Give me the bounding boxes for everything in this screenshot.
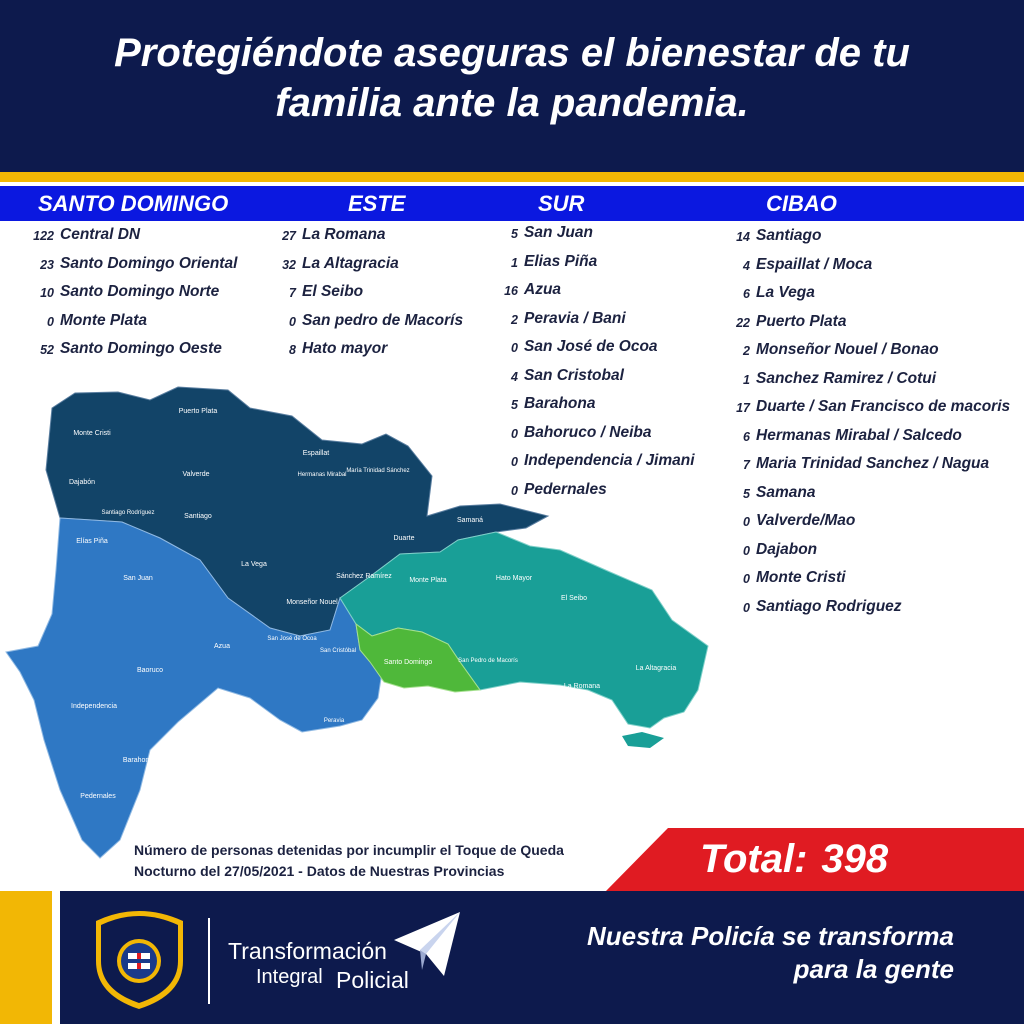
detention-count: 4 [511,369,518,384]
map-label: Barahona [122,757,154,764]
paper-plane-icon [392,910,462,980]
province-name: Maria Trinidad Sanchez / Nagua [756,455,990,472]
detention-count: 0 [511,341,518,355]
map-label: Samaná [456,517,484,524]
footer-yellow-bar [0,891,52,1024]
province-name: La Romana [302,226,386,243]
detention-count: 14 [736,230,750,244]
list-item [289,311,464,341]
santo-domingo-list [33,226,238,369]
province-name: Bahoruco / Neiba [524,423,652,441]
list-item [33,226,237,255]
detention-count: 1 [511,255,518,270]
detention-count: 6 [743,287,750,301]
list-item [511,309,695,339]
list-item [504,281,695,310]
list-item [736,312,1010,342]
list-item [736,398,1011,427]
list-item [743,483,1010,513]
detention-count: 0 [289,314,296,329]
detention-count: 32 [282,257,296,272]
map-label: Sánchez Ramírez [336,573,392,580]
detention-count: 2 [743,344,750,358]
brand-line-1: Transformación [228,938,387,964]
province-name: San Juan [524,224,593,241]
detention-count: 16 [504,284,518,298]
province-name: Samana [756,483,816,501]
map-label: Espaillat [302,450,330,457]
map-label: Duarte [393,535,415,542]
map-label: Dajabón [68,479,96,486]
region-heading-cibao: CIBAO [766,191,837,216]
list-item [736,227,1010,256]
map-label: La Vega [241,561,267,568]
detention-count: 10 [40,286,54,300]
list-item [511,338,695,367]
province-name: Monseñor Nouel / Bonao [756,341,939,358]
map-island-saona [622,732,664,748]
detention-count: 27 [282,229,296,243]
brand-line-2a: Integral [256,966,323,988]
map-label: Peravia [323,718,345,724]
yellow-strip [0,172,1024,182]
region-heading-este: ESTE [348,191,406,216]
province-name: Barahona [524,395,596,412]
caption [134,840,564,882]
map-label: San José de Ocoa [267,636,317,642]
map-label: San Cristóbal [319,648,357,654]
province-name: Santo Domingo Norte [60,283,220,300]
headline-line-2: familia ante la pandemia. [275,81,749,125]
map-label: Independencia [71,703,117,710]
province-name: Independencia / Jimani [524,452,695,469]
caption-line-1: Número de personas detenidas por incumplir el Toque de Queda [134,842,564,858]
slogan-line-2: para la gente [793,954,954,984]
province-name: San pedro de Macorís [302,311,464,329]
map-label: Monte Plata [409,577,447,584]
detention-count: 5 [511,227,518,241]
map-label: Pedernales [80,793,116,800]
detention-count: 0 [743,600,750,615]
province-name: Santiago [756,227,822,244]
map-label: Puerto Plata [178,408,218,415]
detention-count: 17 [736,401,750,415]
region-heading-sur: SUR [538,191,585,216]
province-name: Puerto Plata [756,312,847,330]
detention-count: 0 [743,515,750,529]
headline-line-1: Protegiéndote aseguras el bienestar de tu [114,31,910,75]
list-item [40,340,237,369]
province-name: Central DN [60,226,141,243]
police-badge-logo [92,905,187,1011]
map-label: Monseñor Nouel [286,599,338,606]
map-label: San Pedro de Macorís [458,658,518,664]
province-name: Peravia / Bani [524,309,626,327]
list-item [743,426,1010,456]
detention-count: 7 [289,286,296,300]
list-item [511,224,695,253]
province-name: Pedernales [524,480,607,498]
list-item [511,252,695,282]
detention-count: 5 [743,486,750,501]
list-item [289,283,463,312]
detention-count: 122 [33,229,54,243]
detention-count: 0 [47,314,54,329]
detention-count: 1 [743,372,750,387]
map-label: Santiago Rodríguez [101,510,155,516]
province-name: Valverde/Mao [756,512,856,529]
list-item [743,512,1010,541]
province-name: San Cristobal [524,366,624,384]
list-item [743,455,1010,484]
detention-count: 0 [743,543,750,558]
map-label: Monte Cristi [73,430,111,437]
detention-count: 2 [511,312,518,327]
map-label: Hato Mayor [495,575,533,582]
list-item [40,283,237,312]
detention-count: 0 [511,455,518,469]
province-name: Azua [524,281,562,298]
brand-line-2b: Policial [336,967,409,993]
total-label: Total: [700,837,808,881]
map-label: San Juan [123,575,153,582]
map-label: Azua [214,643,230,650]
list-item [743,255,1010,285]
province-name: Santiago Rodriguez [756,597,902,615]
province-name: El Seibo [302,283,364,300]
footer-divider [208,918,210,1004]
detention-count: 0 [743,572,750,586]
region-heading-santo-domingo: SANTO DOMINGO [38,191,229,216]
dominican-republic-map [0,380,720,870]
province-name: La Altagracia [302,254,399,272]
detention-count: 22 [736,315,750,330]
province-name: Monte Cristi [756,569,846,586]
detention-count: 0 [511,426,518,441]
headline [40,28,984,128]
detention-count: 8 [289,343,296,357]
list-item [743,369,1010,399]
map-label: Santiago [184,513,212,520]
detention-count: 7 [743,458,750,472]
map-label: Santo Domingo [383,659,433,666]
map-label: El Seibo [560,595,588,602]
list-item [47,311,237,341]
map-label: Elías Piña [76,538,108,545]
province-name: Duarte / San Francisco de macoris [756,398,1011,415]
detention-count: 52 [40,343,54,357]
map-label: La Altagracia [635,665,677,672]
total-value: 398 [821,837,889,881]
province-name: Monte Plata [60,311,147,329]
detention-count: 0 [511,483,518,498]
list-item [40,254,238,284]
province-name: Hermanas Mirabal / Salcedo [756,426,962,444]
footer-white-bar [52,891,60,1024]
map-label: Valverde [182,471,210,478]
province-name: La Vega [756,284,815,301]
map-label: María Trinidad Sánchez [346,468,410,474]
province-name: Santo Domingo Oriental [60,254,238,272]
province-name: San José de Ocoa [524,338,658,355]
list-item [743,540,1010,570]
province-name: Espaillat / Moca [756,255,873,273]
map-label: Baoruco [136,667,164,674]
total-display [700,834,888,884]
list-item [743,569,1010,598]
detention-count: 5 [511,398,518,412]
detention-count: 6 [743,429,750,444]
detention-count: 23 [40,257,54,272]
cibao-list [736,227,1011,626]
list-item [282,254,463,284]
province-name: Sanchez Ramirez / Cotui [756,369,937,387]
list-item [282,226,463,255]
list-item [289,340,463,369]
list-item [743,341,1010,370]
province-name: Hato mayor [302,340,388,357]
list-item [743,284,1010,313]
slogan-line-1: Nuestra Policía se transforma [586,921,954,951]
province-name: Santo Domingo Oeste [60,340,222,357]
caption-line-2: Nocturno del 27/05/2021 - Datos de Nuestras Provincias [134,863,505,879]
slogan [520,920,954,986]
map-label: Hermanas Mirabal [297,472,347,478]
list-item [743,597,1010,627]
detention-count: 4 [743,258,750,273]
province-name: Dajabon [756,540,818,558]
province-name: Elias Piña [524,252,598,270]
map-label: La Romana [563,683,601,690]
este-list [282,226,464,369]
